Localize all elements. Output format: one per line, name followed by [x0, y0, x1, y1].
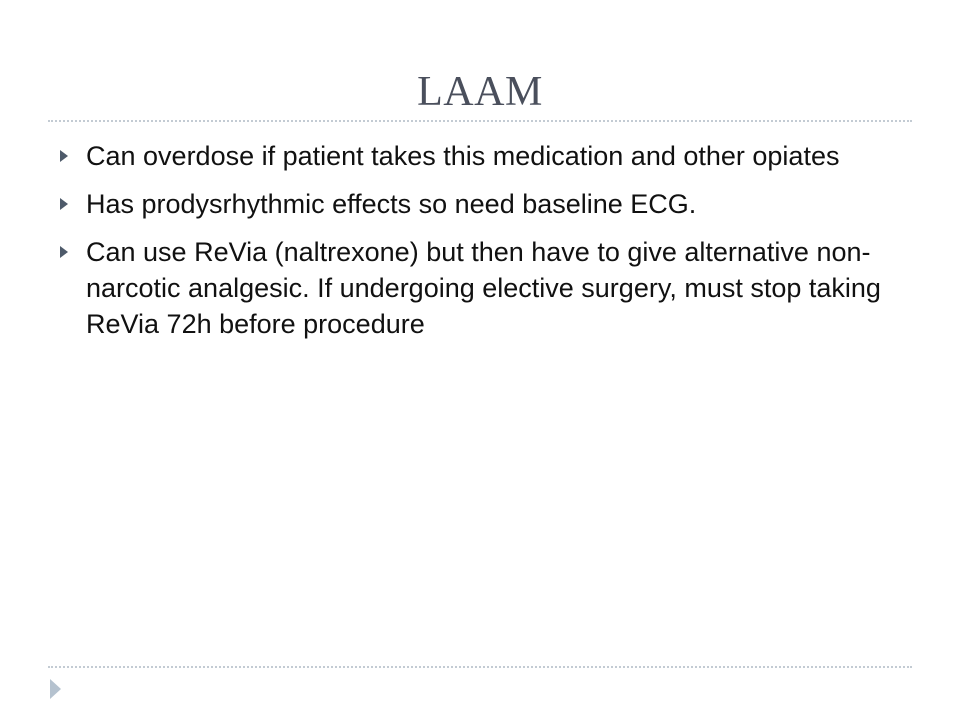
bullet-text: Has prodysrhythmic effects so need baseline ECG. — [86, 189, 697, 219]
triangle-right-icon — [50, 679, 61, 699]
slide-title: LAAM — [417, 69, 543, 115]
bullet-text: Can use ReVia (naltrexone) but then have to give alternative non-narcotic analgesic. If undergoing elective surgery, must stop taking ReVia 72h before procedure — [86, 237, 881, 339]
top-divider — [48, 120, 912, 122]
bullet-item — [58, 138, 888, 174]
triangle-right-icon — [60, 150, 68, 162]
bullet-item — [58, 186, 888, 222]
bullet-text: Can overdose if patient takes this medication and other opiates — [86, 141, 840, 171]
triangle-right-icon — [60, 198, 68, 210]
bullet-list — [58, 138, 888, 354]
bottom-divider — [48, 666, 912, 668]
triangle-right-icon — [60, 246, 68, 258]
bullet-item — [58, 234, 888, 342]
